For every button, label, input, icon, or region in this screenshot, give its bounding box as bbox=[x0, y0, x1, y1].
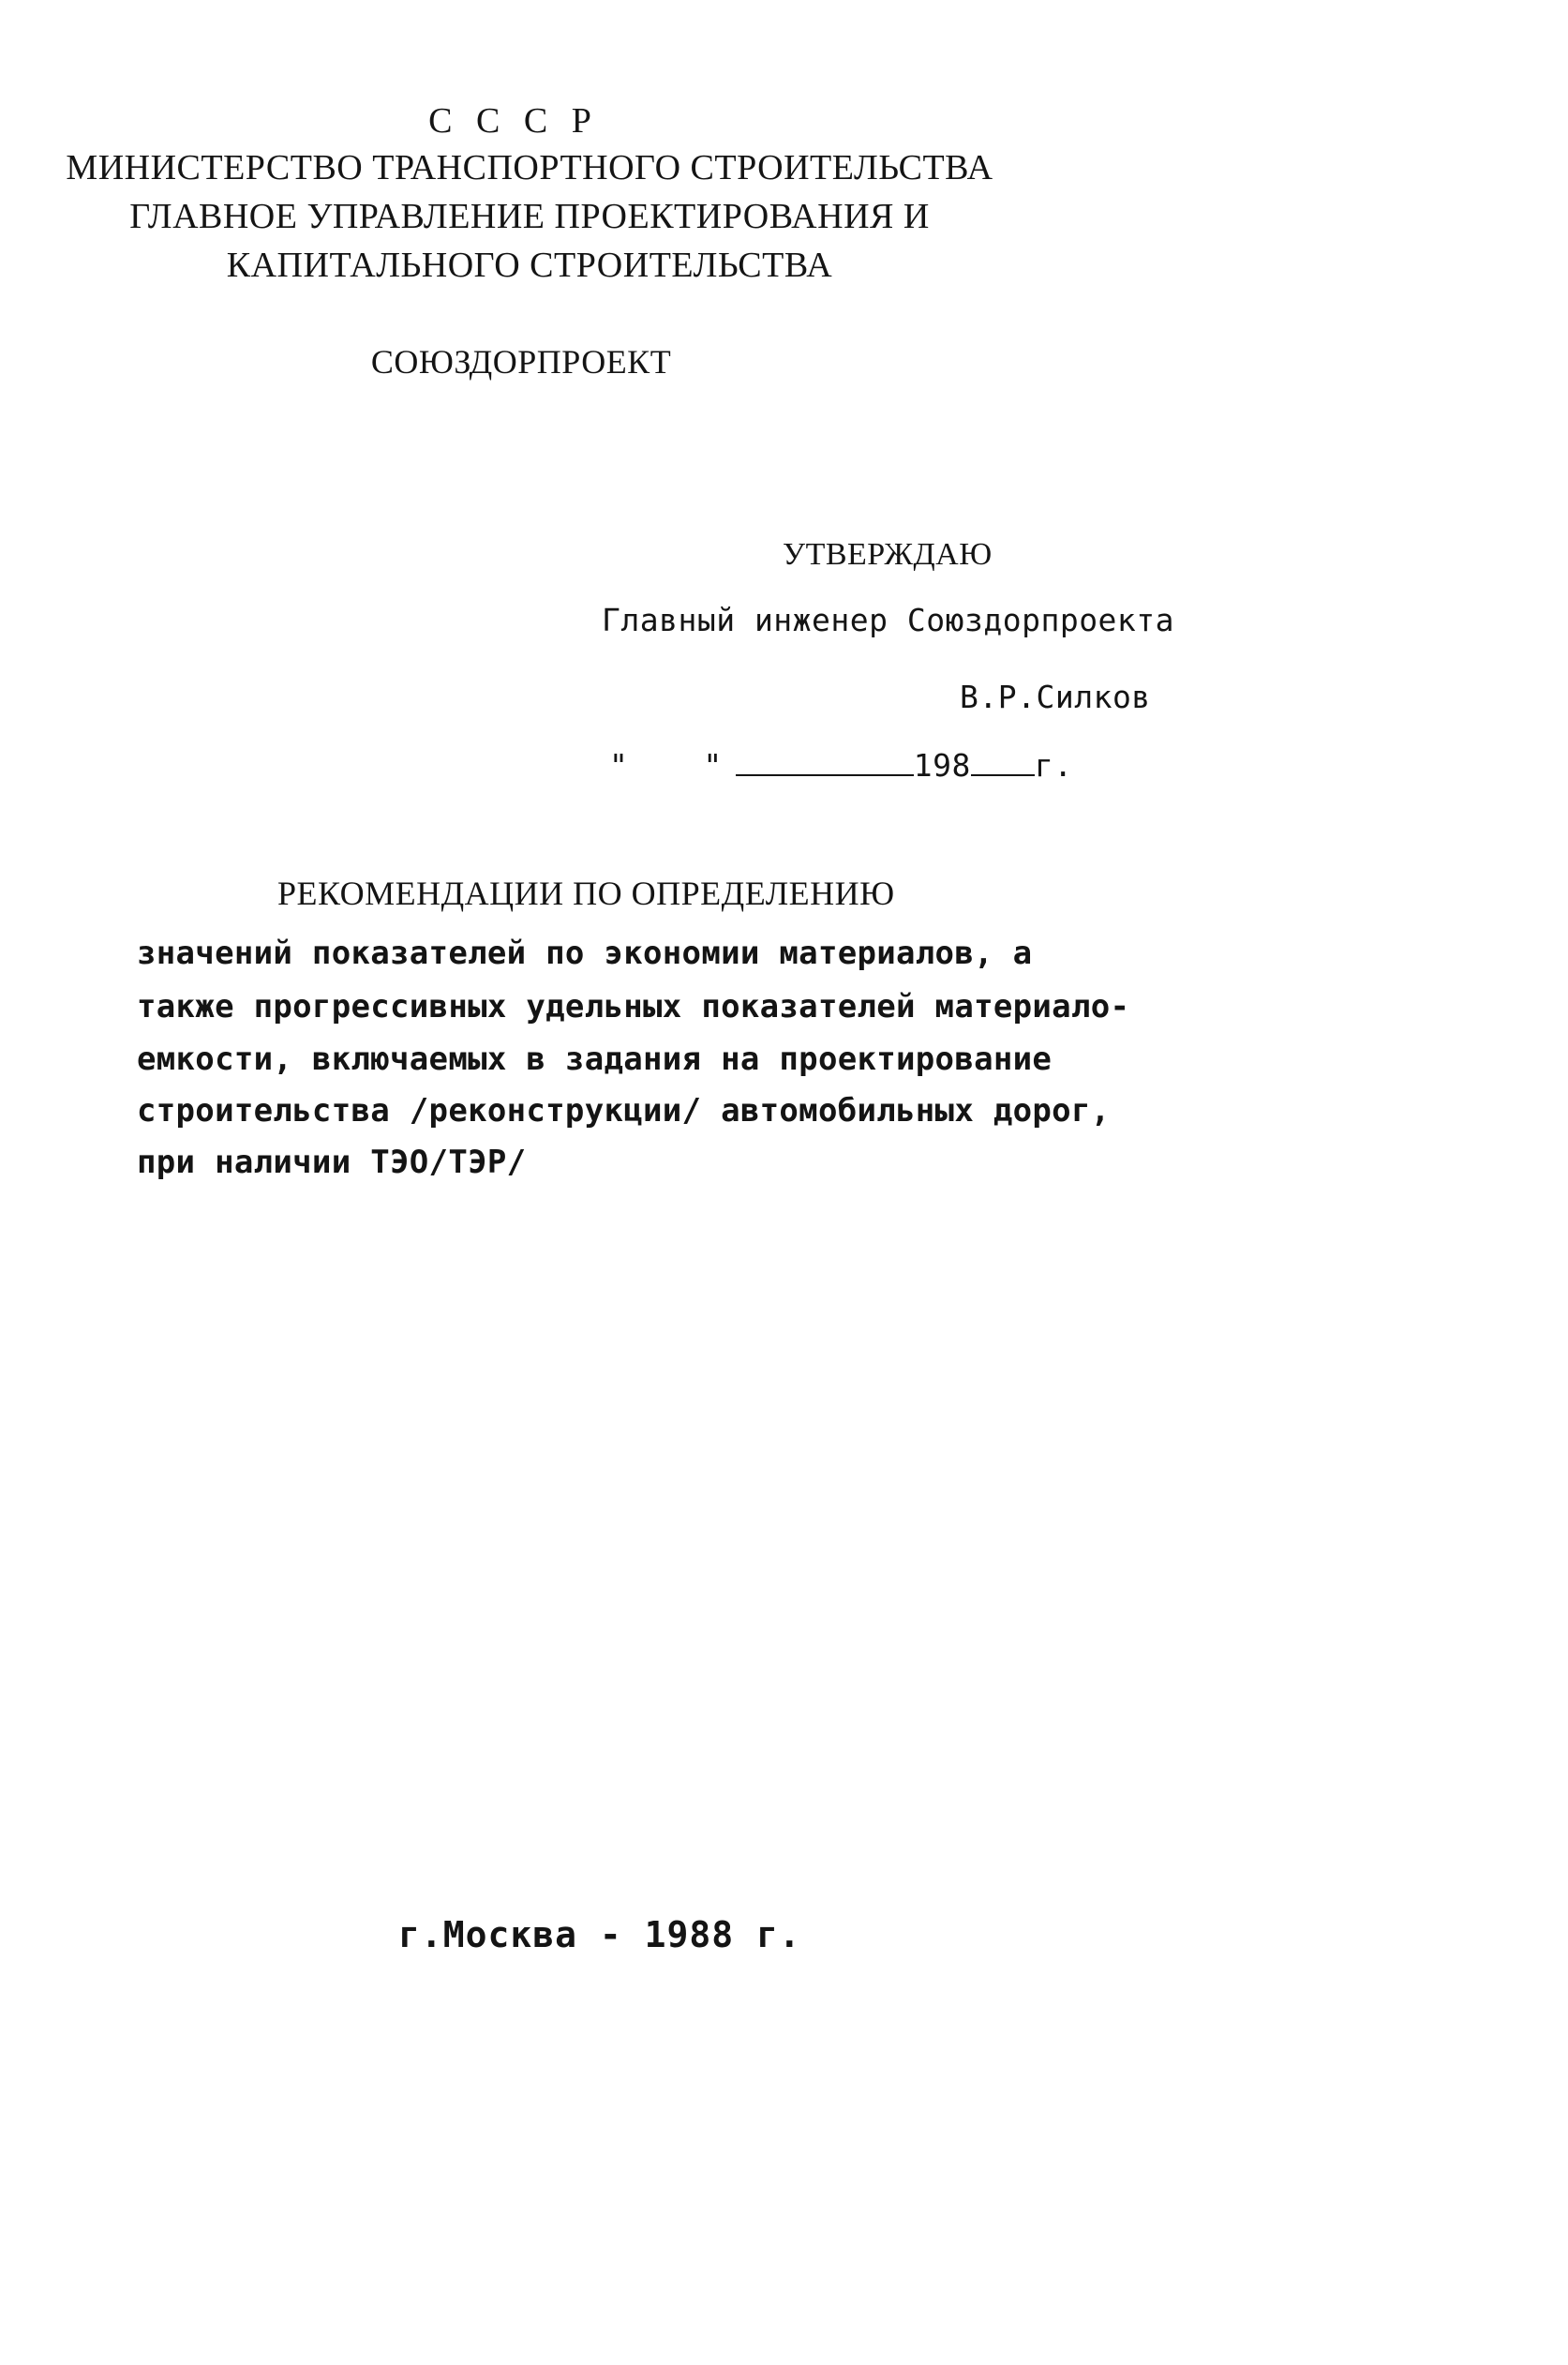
city-year: г.Москва - 1988 г. bbox=[398, 1914, 801, 1955]
approval-position: Главный инженер Союздорпроекта bbox=[602, 602, 1175, 638]
department-heading-line1: ГЛАВНОЕ УПРАВЛЕНИЕ ПРОЕКТИРОВАНИЯ И bbox=[129, 197, 930, 236]
country-heading: С С С Р bbox=[428, 101, 599, 141]
month-blank bbox=[736, 750, 914, 776]
body-line-2: также прогрессивных удельных показателей материало- bbox=[137, 988, 1130, 1025]
body-line-3: емкости, включаемых в задания на проектирование bbox=[137, 1040, 1053, 1078]
department-heading-line2: КАПИТАЛЬНОГО СТРОИТЕЛЬСТВА bbox=[226, 246, 833, 285]
year-prefix: 198 bbox=[913, 747, 971, 784]
approval-title: УТВЕРЖДАЮ bbox=[783, 537, 993, 572]
organization-name: СОЮЗДОРПРОЕКТ bbox=[370, 343, 672, 381]
document-title: РЕКОМЕНДАЦИИ ПО ОПРЕДЕЛЕНИЮ bbox=[277, 875, 895, 912]
approval-date-line bbox=[609, 747, 1073, 784]
body-line-4: строительства /реконструкции/ автомобильных дорог, bbox=[137, 1092, 1111, 1130]
approver-name: В.Р.Силков bbox=[960, 679, 1151, 715]
year-blank bbox=[971, 750, 1035, 776]
ministry-heading: МИНИСТЕРСТВО ТРАНСПОРТНОГО СТРОИТЕЛЬСТВА bbox=[66, 148, 993, 187]
date-quote-open: " bbox=[609, 747, 629, 784]
body-line-5: при наличии ТЭО/ТЭР/ bbox=[137, 1144, 527, 1181]
date-quote-close: " bbox=[703, 747, 723, 784]
year-suffix: г. bbox=[1034, 747, 1073, 784]
body-line-1: значений показателей по экономии материалов, а bbox=[137, 935, 1033, 972]
